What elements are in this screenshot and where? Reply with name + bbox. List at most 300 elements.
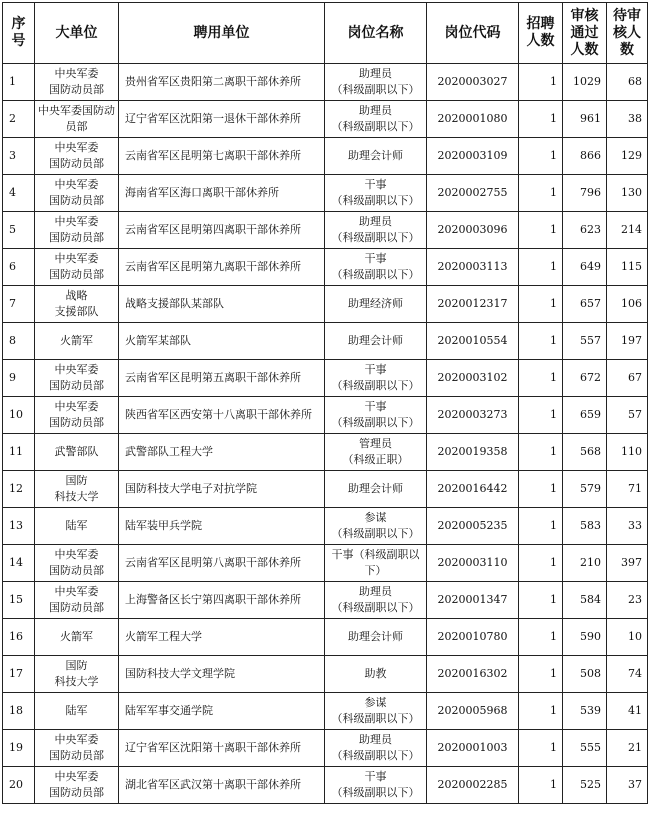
cell-dept-text: 国防 科技大学 [54, 474, 99, 503]
cell-position-text: 干事 （科级副职以下） [331, 400, 420, 429]
cell-approved-text: 657 [580, 297, 601, 310]
cell-code-text: 2020003027 [437, 75, 508, 88]
cell-unit-text: 辽宁省军区沈阳第一退休干部休养所 [125, 112, 301, 125]
cell-pending-text: 115 [621, 260, 642, 273]
cell-pending-text: 130 [621, 186, 642, 199]
cell-pending [607, 619, 648, 656]
cell-quota [519, 656, 563, 693]
cell-pending [607, 138, 648, 175]
table-row [3, 767, 648, 804]
cell-code-text: 2020003273 [437, 408, 508, 421]
cell-position-text: 助理员 （科级副职以下） [331, 585, 420, 614]
cell-position [325, 323, 427, 360]
cell-seq-text: 3 [9, 149, 16, 162]
cell-dept-text: 中央军委 国防动员部 [49, 733, 104, 762]
cell-approved [563, 397, 607, 434]
cell-unit-text: 陆军装甲兵学院 [125, 519, 202, 532]
header-position: 岗位名称 [325, 3, 427, 64]
cell-approved-text: 590 [580, 630, 601, 643]
cell-dept [35, 656, 119, 693]
cell-code-text: 2020019358 [437, 445, 508, 458]
cell-dept [35, 508, 119, 545]
cell-unit [119, 656, 325, 693]
cell-quota-text: 1 [550, 556, 557, 569]
cell-code-text: 2020003110 [437, 556, 508, 569]
table-row [3, 360, 648, 397]
cell-approved-text: 796 [580, 186, 601, 199]
cell-seq-text: 13 [9, 519, 23, 532]
cell-position [325, 175, 427, 212]
cell-pending-text: 67 [628, 371, 642, 384]
cell-pending-text: 110 [621, 445, 642, 458]
cell-dept [35, 582, 119, 619]
cell-pending-text: 129 [621, 149, 642, 162]
cell-position [325, 360, 427, 397]
cell-unit-text: 国防科技大学电子对抗学院 [125, 482, 257, 495]
cell-position [325, 730, 427, 767]
cell-position [325, 212, 427, 249]
cell-approved [563, 212, 607, 249]
cell-position [325, 434, 427, 471]
cell-dept-text: 中央军委 国防动员部 [49, 548, 104, 577]
cell-code-text: 2020003109 [437, 149, 508, 162]
header-seq: 序 号 [3, 3, 35, 64]
cell-dept [35, 323, 119, 360]
cell-position [325, 545, 427, 582]
cell-approved [563, 582, 607, 619]
cell-position [325, 656, 427, 693]
cell-position-text: 助理员 （科级副职以下） [331, 67, 420, 96]
cell-position-text: 助理会计师 [348, 149, 403, 162]
cell-dept-text: 中央军委 国防动员部 [49, 178, 104, 207]
cell-pending [607, 101, 648, 138]
cell-pending-text: 74 [628, 667, 642, 680]
cell-position [325, 286, 427, 323]
cell-code-text: 2020001003 [437, 741, 508, 754]
cell-pending-text: 33 [628, 519, 642, 532]
cell-approved-text: 539 [580, 704, 601, 717]
table-row [3, 138, 648, 175]
cell-seq [3, 545, 35, 582]
cell-quota [519, 693, 563, 730]
cell-code [427, 249, 519, 286]
cell-dept [35, 693, 119, 730]
cell-approved [563, 138, 607, 175]
cell-quota [519, 138, 563, 175]
table-row [3, 693, 648, 730]
cell-quota-text: 1 [550, 704, 557, 717]
cell-approved [563, 175, 607, 212]
cell-code-text: 2020010554 [437, 334, 508, 347]
cell-dept-text: 中央军委 国防动员部 [49, 363, 104, 392]
cell-position-text: 助理会计师 [348, 482, 403, 495]
cell-position-text: 参谋 （科级副职以下） [331, 696, 420, 725]
cell-seq-text: 16 [9, 630, 23, 643]
cell-pending-text: 68 [628, 75, 642, 88]
cell-position-text: 干事 （科级副职以下） [331, 178, 420, 207]
table-row [3, 286, 648, 323]
cell-pending-text: 41 [628, 704, 642, 717]
cell-position [325, 508, 427, 545]
cell-pending-text: 38 [628, 112, 642, 125]
cell-unit-text: 云南省军区昆明第八离职干部休养所 [125, 556, 301, 569]
cell-quota-text: 1 [550, 371, 557, 384]
cell-pending-text: 23 [628, 593, 642, 606]
cell-quota-text: 1 [550, 519, 557, 532]
cell-approved [563, 693, 607, 730]
cell-seq-text: 8 [9, 334, 16, 347]
cell-seq-text: 15 [9, 593, 23, 606]
cell-seq [3, 767, 35, 804]
cell-approved-text: 649 [580, 260, 601, 273]
cell-unit-text: 湖北省军区武汉第十离职干部休养所 [125, 778, 301, 791]
cell-quota [519, 582, 563, 619]
cell-approved-text: 568 [580, 445, 601, 458]
cell-position-text: 干事 （科级副职以下） [331, 770, 420, 799]
cell-approved-text: 579 [580, 482, 601, 495]
table-row [3, 582, 648, 619]
cell-pending [607, 471, 648, 508]
cell-unit [119, 693, 325, 730]
cell-code-text: 2020001347 [437, 593, 508, 606]
cell-approved [563, 101, 607, 138]
cell-quota-text: 1 [550, 593, 557, 606]
cell-code-text: 2020003096 [437, 223, 508, 236]
cell-quota-text: 1 [550, 186, 557, 199]
cell-seq [3, 730, 35, 767]
cell-seq-text: 20 [9, 778, 23, 791]
cell-code [427, 286, 519, 323]
cell-quota-text: 1 [550, 408, 557, 421]
cell-dept [35, 471, 119, 508]
cell-dept [35, 360, 119, 397]
cell-seq [3, 619, 35, 656]
cell-dept-text: 中央军委 国防动员部 [49, 215, 104, 244]
cell-dept [35, 212, 119, 249]
cell-seq-text: 1 [9, 75, 16, 88]
cell-pending-text: 106 [621, 297, 642, 310]
cell-approved [563, 323, 607, 360]
cell-code [427, 582, 519, 619]
cell-unit [119, 138, 325, 175]
cell-unit [119, 175, 325, 212]
table-header-row [3, 3, 648, 64]
table-row [3, 656, 648, 693]
cell-approved-text: 583 [580, 519, 601, 532]
cell-pending [607, 323, 648, 360]
cell-quota-text: 1 [550, 260, 557, 273]
cell-approved [563, 767, 607, 804]
cell-approved-text: 659 [580, 408, 601, 421]
cell-quota [519, 286, 563, 323]
cell-dept-text: 国防 科技大学 [54, 659, 99, 688]
cell-pending [607, 249, 648, 286]
cell-dept-text: 火箭军 [60, 334, 93, 347]
cell-approved [563, 249, 607, 286]
cell-seq [3, 249, 35, 286]
cell-quota [519, 360, 563, 397]
cell-approved-text: 961 [580, 112, 601, 125]
cell-position [325, 138, 427, 175]
table-row [3, 545, 648, 582]
cell-seq-text: 14 [9, 556, 23, 569]
table-row [3, 471, 648, 508]
cell-dept-text: 武警部队 [54, 445, 99, 458]
cell-approved-text: 525 [580, 778, 601, 791]
cell-code-text: 2020003102 [437, 371, 508, 384]
cell-unit-text: 武警部队工程大学 [125, 445, 213, 458]
cell-approved [563, 64, 607, 101]
table-row [3, 508, 648, 545]
cell-quota [519, 212, 563, 249]
cell-quota-text: 1 [550, 149, 557, 162]
cell-dept-text: 火箭军 [60, 630, 93, 643]
cell-unit [119, 212, 325, 249]
cell-approved [563, 286, 607, 323]
header-dept: 大单位 [35, 3, 119, 64]
cell-dept-text: 中央军委 国防动员部 [49, 141, 104, 170]
cell-seq-text: 12 [9, 482, 23, 495]
cell-unit-text: 火箭军工程大学 [125, 630, 202, 643]
cell-unit [119, 619, 325, 656]
cell-pending [607, 545, 648, 582]
cell-seq [3, 656, 35, 693]
cell-seq [3, 397, 35, 434]
header-unit: 聘用单位 [119, 3, 325, 64]
cell-quota [519, 619, 563, 656]
cell-seq [3, 693, 35, 730]
cell-code [427, 397, 519, 434]
cell-seq [3, 323, 35, 360]
table-row [3, 249, 648, 286]
cell-seq-text: 18 [9, 704, 23, 717]
cell-dept-text: 中央军委 国防动员部 [49, 67, 104, 96]
cell-pending [607, 64, 648, 101]
cell-unit-text: 云南省军区昆明第五离职干部休养所 [125, 371, 301, 384]
cell-unit-text: 云南省军区昆明第九离职干部休养所 [125, 260, 301, 273]
cell-quota [519, 508, 563, 545]
cell-dept [35, 249, 119, 286]
table-row [3, 101, 648, 138]
cell-quota-text: 1 [550, 112, 557, 125]
cell-seq-text: 4 [9, 186, 16, 199]
cell-seq [3, 64, 35, 101]
cell-quota-text: 1 [550, 778, 557, 791]
cell-dept-text: 战略 支援部队 [54, 289, 99, 318]
table-row [3, 323, 648, 360]
cell-code-text: 2020005235 [437, 519, 508, 532]
cell-code [427, 545, 519, 582]
cell-quota [519, 64, 563, 101]
cell-position-text: 助理经济师 [348, 297, 403, 310]
cell-approved-text: 508 [580, 667, 601, 680]
cell-quota-text: 1 [550, 630, 557, 643]
cell-unit-text: 云南省军区昆明第七离职干部休养所 [125, 149, 301, 162]
cell-quota [519, 175, 563, 212]
cell-position [325, 64, 427, 101]
cell-quota [519, 323, 563, 360]
cell-position [325, 397, 427, 434]
cell-pending-text: 10 [628, 630, 642, 643]
cell-code [427, 212, 519, 249]
cell-unit [119, 249, 325, 286]
recruitment-table [2, 2, 648, 804]
header-code: 岗位代码 [427, 3, 519, 64]
cell-seq [3, 471, 35, 508]
cell-code [427, 508, 519, 545]
table-row [3, 175, 648, 212]
cell-unit-text: 火箭军某部队 [125, 334, 191, 347]
cell-dept-text: 中央军委 国防动员部 [49, 770, 104, 799]
cell-approved [563, 730, 607, 767]
cell-position [325, 767, 427, 804]
cell-approved-text: 866 [580, 149, 601, 162]
cell-dept-text: 中央军委 国防动员部 [49, 252, 104, 281]
table-row [3, 730, 648, 767]
cell-dept [35, 175, 119, 212]
cell-code-text: 2020005968 [437, 704, 508, 717]
cell-code [427, 730, 519, 767]
cell-code-text: 2020002285 [437, 778, 508, 791]
cell-pending-text: 397 [621, 556, 642, 569]
cell-position-text: 干事 （科级副职以下） [331, 363, 420, 392]
cell-quota-text: 1 [550, 445, 557, 458]
cell-seq [3, 286, 35, 323]
cell-seq-text: 17 [9, 667, 23, 680]
table-row [3, 212, 648, 249]
cell-position-text: 助理员 （科级副职以下） [331, 733, 420, 762]
cell-dept [35, 397, 119, 434]
cell-unit [119, 434, 325, 471]
cell-unit-text: 贵州省军区贵阳第二离职干部休养所 [125, 75, 301, 88]
cell-seq [3, 360, 35, 397]
cell-pending [607, 360, 648, 397]
cell-unit [119, 471, 325, 508]
cell-dept [35, 545, 119, 582]
cell-dept [35, 286, 119, 323]
cell-seq [3, 582, 35, 619]
cell-approved [563, 508, 607, 545]
cell-pending-text: 214 [621, 223, 642, 236]
cell-pending [607, 730, 648, 767]
cell-pending [607, 767, 648, 804]
cell-unit-text: 海南省军区海口离职干部休养所 [125, 186, 279, 199]
cell-approved-text: 623 [580, 223, 601, 236]
cell-dept [35, 434, 119, 471]
cell-pending [607, 397, 648, 434]
cell-code [427, 360, 519, 397]
table-row [3, 434, 648, 471]
cell-seq [3, 138, 35, 175]
cell-unit-text: 国防科技大学文理学院 [125, 667, 235, 680]
cell-pending-text: 197 [621, 334, 642, 347]
cell-approved [563, 619, 607, 656]
cell-seq-text: 9 [9, 371, 16, 384]
cell-quota [519, 471, 563, 508]
header-approved: 审核 通过 人数 [563, 3, 607, 64]
cell-unit [119, 64, 325, 101]
cell-dept-text: 中央军委 国防动员部 [49, 585, 104, 614]
cell-dept [35, 730, 119, 767]
cell-quota-text: 1 [550, 667, 557, 680]
cell-unit-text: 陆军军事交通学院 [125, 704, 213, 717]
cell-unit [119, 767, 325, 804]
cell-quota [519, 249, 563, 286]
cell-position-text: 助理员 （科级副职以下） [331, 104, 420, 133]
cell-dept-text: 陆军 [65, 704, 88, 717]
cell-quota-text: 1 [550, 741, 557, 754]
cell-approved-text: 584 [580, 593, 601, 606]
cell-position [325, 101, 427, 138]
cell-pending-text: 57 [628, 408, 642, 421]
cell-position-text: 干事（科级副职以 下） [331, 548, 420, 577]
cell-seq-text: 7 [9, 297, 16, 310]
cell-unit [119, 360, 325, 397]
cell-position [325, 619, 427, 656]
cell-quota [519, 767, 563, 804]
cell-unit [119, 397, 325, 434]
cell-seq [3, 175, 35, 212]
cell-code-text: 2020016302 [437, 667, 508, 680]
cell-unit [119, 545, 325, 582]
cell-pending [607, 434, 648, 471]
cell-code [427, 656, 519, 693]
cell-quota [519, 730, 563, 767]
cell-quota-text: 1 [550, 75, 557, 88]
cell-approved-text: 210 [580, 556, 601, 569]
cell-unit-text: 辽宁省军区沈阳第十离职干部休养所 [125, 741, 301, 754]
cell-position-text: 助理会计师 [348, 334, 403, 347]
cell-pending [607, 508, 648, 545]
cell-unit [119, 286, 325, 323]
cell-code [427, 101, 519, 138]
cell-approved [563, 360, 607, 397]
cell-approved [563, 656, 607, 693]
cell-code [427, 767, 519, 804]
header-quota: 招聘 人数 [519, 3, 563, 64]
cell-seq-text: 5 [9, 223, 16, 236]
cell-position [325, 249, 427, 286]
cell-position [325, 693, 427, 730]
cell-quota-text: 1 [550, 297, 557, 310]
cell-code-text: 2020010780 [437, 630, 508, 643]
cell-pending [607, 656, 648, 693]
cell-position-text: 助教 [364, 667, 387, 680]
cell-code [427, 693, 519, 730]
table-body [3, 64, 648, 804]
cell-pending [607, 286, 648, 323]
cell-dept-text: 陆军 [65, 519, 88, 532]
cell-code [427, 138, 519, 175]
cell-seq-text: 19 [9, 741, 23, 754]
cell-dept-text: 中央军委 国防动员部 [49, 400, 104, 429]
header-pending: 待审 核人 数 [607, 3, 648, 64]
cell-quota-text: 1 [550, 223, 557, 236]
cell-quota [519, 101, 563, 138]
cell-code [427, 471, 519, 508]
cell-code-text: 2020003113 [437, 260, 508, 273]
cell-seq-text: 6 [9, 260, 16, 273]
cell-seq [3, 508, 35, 545]
cell-unit [119, 323, 325, 360]
cell-position-text: 管理员 （科级正职） [342, 437, 409, 466]
cell-position-text: 参谋 （科级副职以下） [331, 511, 420, 540]
cell-seq [3, 101, 35, 138]
cell-pending [607, 212, 648, 249]
cell-unit-text: 上海警备区长宁第四离职干部休养所 [125, 593, 301, 606]
cell-unit-text: 云南省军区昆明第四离职干部休养所 [125, 223, 301, 236]
cell-position [325, 471, 427, 508]
